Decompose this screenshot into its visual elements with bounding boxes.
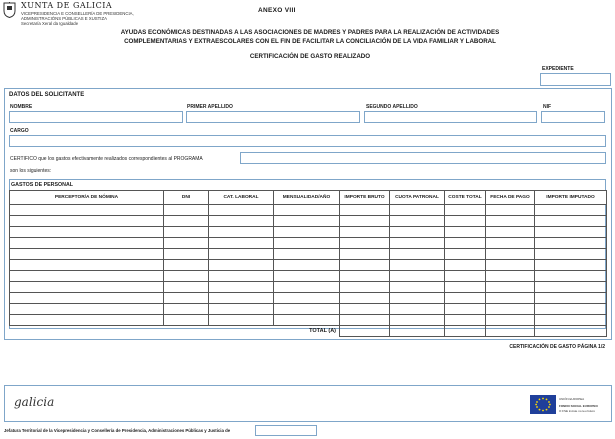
table-row <box>10 293 607 304</box>
table-cell[interactable] <box>340 260 390 271</box>
total-cell[interactable] <box>445 326 486 337</box>
total-cell[interactable] <box>340 326 390 337</box>
table-cell[interactable] <box>390 216 445 227</box>
table-cell[interactable] <box>10 304 164 315</box>
table-cell[interactable] <box>10 271 164 282</box>
table-cell[interactable] <box>209 315 274 326</box>
table-row <box>10 216 607 227</box>
table-cell[interactable] <box>486 205 535 216</box>
gastos-section-title: GASTOS DE PERSONAL <box>11 182 74 188</box>
table-header-row <box>10 191 607 205</box>
primer-apellido-field[interactable] <box>186 111 360 123</box>
table-cell[interactable] <box>164 216 209 227</box>
table-cell[interactable] <box>164 249 209 260</box>
table-cell[interactable] <box>274 282 340 293</box>
table-row <box>10 282 607 293</box>
column-header: DNI <box>164 191 209 205</box>
nif-field[interactable] <box>541 111 605 123</box>
table-cell[interactable] <box>340 271 390 282</box>
table-cell[interactable] <box>164 282 209 293</box>
galicia-logo: galicia <box>14 395 55 409</box>
segundo-apellido-field[interactable] <box>364 111 537 123</box>
segundo-apellido-label: SEGUNDO APELLIDO <box>366 104 418 110</box>
page-note: CERTIFICACIÓN DE GASTO PÁGINA 1/2 <box>509 344 605 350</box>
table-cell[interactable] <box>340 249 390 260</box>
column-header: IMPORTE BRUTO <box>340 191 390 205</box>
table-cell[interactable] <box>209 260 274 271</box>
table-cell[interactable] <box>486 293 535 304</box>
column-header: CAT. LABORAL <box>209 191 274 205</box>
form-title-line1: AYUDAS ECONÓMICAS DESTINADAS A LAS ASOCIACIONES DE MADRES Y PADRES PARA LA REALIZACIÓN DE ACTIVIDADES <box>120 29 500 36</box>
total-label: TOTAL (A) <box>309 328 336 335</box>
eu-text-line2: FONDO SOCIAL EUROPEO <box>559 404 598 408</box>
table-cell[interactable] <box>535 205 607 216</box>
logo-secretaria-line: Secretaría Xeral da Igualdade <box>21 21 79 26</box>
table-row <box>10 260 607 271</box>
certifico-text: CERTIFICO que los gastos efectivamente realizados correspondientes al PROGRAMA <box>10 156 203 162</box>
nombre-label: NOMBRE <box>10 104 33 110</box>
table-cell[interactable] <box>274 216 340 227</box>
table-cell[interactable] <box>164 271 209 282</box>
logo-department-line1: VICEPRESIDENCIA E CONSELLERÍA DE PRESIDENCIA, <box>21 11 134 16</box>
nombre-field[interactable] <box>9 111 183 123</box>
table-cell[interactable] <box>340 205 390 216</box>
column-header: PERCEPTOR/A DE NÓMINA <box>10 191 164 205</box>
table-cell[interactable] <box>274 227 340 238</box>
table-cell[interactable] <box>164 205 209 216</box>
column-header: MENSUALIDAD/AÑO <box>274 191 340 205</box>
table-cell[interactable] <box>164 238 209 249</box>
table-cell[interactable] <box>390 260 445 271</box>
table-cell[interactable] <box>340 238 390 249</box>
table-cell[interactable] <box>209 216 274 227</box>
expediente-field[interactable] <box>540 73 611 86</box>
table-cell[interactable] <box>209 205 274 216</box>
table-cell[interactable] <box>445 304 486 315</box>
table-row <box>10 249 607 260</box>
table-cell[interactable] <box>340 216 390 227</box>
table-cell[interactable] <box>445 227 486 238</box>
eu-flag-icon <box>530 395 556 414</box>
table-cell[interactable] <box>340 293 390 304</box>
table-cell[interactable] <box>274 315 340 326</box>
jefatura-field[interactable] <box>255 425 317 436</box>
table-cell[interactable] <box>340 282 390 293</box>
table-row <box>10 304 607 315</box>
table-cell[interactable] <box>209 227 274 238</box>
table-cell[interactable] <box>10 282 164 293</box>
cargo-label: CARGO <box>10 128 29 134</box>
table-cell[interactable] <box>340 227 390 238</box>
table-cell[interactable] <box>390 205 445 216</box>
table-cell[interactable] <box>445 205 486 216</box>
total-row <box>10 326 607 337</box>
table-cell[interactable] <box>274 293 340 304</box>
table-cell[interactable] <box>535 216 607 227</box>
table-cell[interactable] <box>274 249 340 260</box>
form-subtitle: CERTIFICACIÓN DE GASTO REALIZADO <box>249 53 371 60</box>
table-cell[interactable] <box>535 271 607 282</box>
table-cell[interactable] <box>274 205 340 216</box>
table-cell[interactable] <box>209 293 274 304</box>
logo-brand-text: XUNTA DE GALICIA <box>21 1 113 10</box>
table-cell[interactable] <box>390 315 445 326</box>
annex-title: ANEXO VIII <box>258 7 296 14</box>
expediente-label: EXPEDIENTE <box>542 66 574 72</box>
table-cell[interactable] <box>390 249 445 260</box>
column-header: IMPORTE IMPUTADO <box>535 191 607 205</box>
table-cell[interactable] <box>164 293 209 304</box>
table-cell[interactable] <box>10 216 164 227</box>
xunta-logo <box>3 1 173 31</box>
total-cell[interactable] <box>390 326 445 337</box>
table-cell[interactable] <box>164 227 209 238</box>
footer-frame <box>4 385 612 422</box>
table-cell[interactable] <box>10 249 164 260</box>
table-cell[interactable] <box>445 293 486 304</box>
table-cell[interactable] <box>486 249 535 260</box>
table-cell[interactable] <box>274 271 340 282</box>
table-cell[interactable] <box>535 282 607 293</box>
table-cell[interactable] <box>274 260 340 271</box>
table-cell[interactable] <box>209 271 274 282</box>
siguientes-text: son los siguientes: <box>10 168 52 174</box>
table-cell[interactable] <box>209 304 274 315</box>
logo-department-line2: ADMINISTRACIÓNS PÚBLICAS E XUSTIZA <box>21 16 107 21</box>
table-cell[interactable] <box>10 293 164 304</box>
column-header: FECHA DE PAGO <box>486 191 535 205</box>
table-cell[interactable] <box>535 315 607 326</box>
table-cell[interactable] <box>535 304 607 315</box>
table-cell[interactable] <box>445 216 486 227</box>
table-cell[interactable] <box>486 282 535 293</box>
table-row <box>10 205 607 216</box>
table-cell[interactable] <box>340 304 390 315</box>
table-cell[interactable] <box>445 282 486 293</box>
table-cell[interactable] <box>209 282 274 293</box>
table-cell[interactable] <box>486 315 535 326</box>
table-cell[interactable] <box>274 238 340 249</box>
table-cell[interactable] <box>445 238 486 249</box>
table-cell[interactable] <box>164 304 209 315</box>
table-cell[interactable] <box>535 249 607 260</box>
programa-field[interactable] <box>240 152 606 164</box>
table-cell[interactable] <box>445 271 486 282</box>
table-cell[interactable] <box>390 227 445 238</box>
xunta-emblem-icon <box>3 2 16 18</box>
table-row <box>10 227 607 238</box>
nif-label: NIF <box>543 104 552 110</box>
total-cell[interactable] <box>486 326 535 337</box>
table-row <box>10 315 607 326</box>
table-cell[interactable] <box>10 205 164 216</box>
table-cell[interactable] <box>10 315 164 326</box>
table-cell[interactable] <box>535 260 607 271</box>
eu-text-line1: UNIÓN EUROPEA <box>559 397 585 401</box>
table-cell[interactable] <box>10 238 164 249</box>
table-cell[interactable] <box>390 238 445 249</box>
table-cell[interactable] <box>390 293 445 304</box>
table-cell[interactable] <box>486 216 535 227</box>
solicitante-section-title: DATOS DEL SOLICITANTE <box>9 92 85 98</box>
table-cell[interactable] <box>486 271 535 282</box>
table-cell[interactable] <box>486 260 535 271</box>
table-cell[interactable] <box>390 304 445 315</box>
form-title-line2: COMPLEMENTARIAS Y EXTRAESCOLARES CON EL FIN DE FACILITAR LA CONCILIACIÓN DE LA VIDA FAMILIAR Y LABORAL <box>124 38 496 45</box>
table-cell[interactable] <box>209 238 274 249</box>
table-row <box>10 271 607 282</box>
table-cell[interactable] <box>390 271 445 282</box>
table-cell[interactable] <box>535 293 607 304</box>
table-cell[interactable] <box>164 260 209 271</box>
cargo-field[interactable] <box>9 135 606 147</box>
table-cell[interactable] <box>535 238 607 249</box>
table-cell[interactable] <box>486 227 535 238</box>
primer-apellido-label: PRIMER APELLIDO <box>187 104 233 110</box>
table-cell[interactable] <box>209 249 274 260</box>
table-cell[interactable] <box>10 227 164 238</box>
table-cell[interactable] <box>445 315 486 326</box>
table-row <box>10 238 607 249</box>
total-cell[interactable] <box>535 326 607 337</box>
table-cell[interactable] <box>390 282 445 293</box>
gastos-personal-table <box>9 190 607 337</box>
table-cell[interactable] <box>486 238 535 249</box>
table-cell[interactable] <box>486 304 535 315</box>
table-cell[interactable] <box>445 260 486 271</box>
table-cell[interactable] <box>10 260 164 271</box>
column-header: COSTE TOTAL <box>445 191 486 205</box>
jefatura-label: Jefatura Territorial de la Vicepresidencia y Consellería de Presidencia, Administraciones Públicas y Justicia de <box>4 428 231 433</box>
column-header: CUOTA PATRONAL <box>390 191 445 205</box>
table-cell[interactable] <box>445 249 486 260</box>
table-cell[interactable] <box>535 227 607 238</box>
table-cell[interactable] <box>164 315 209 326</box>
table-cell[interactable] <box>340 315 390 326</box>
table-cell[interactable] <box>274 304 340 315</box>
eu-text-line3: O FSE inviste no teu futuro <box>559 409 596 413</box>
